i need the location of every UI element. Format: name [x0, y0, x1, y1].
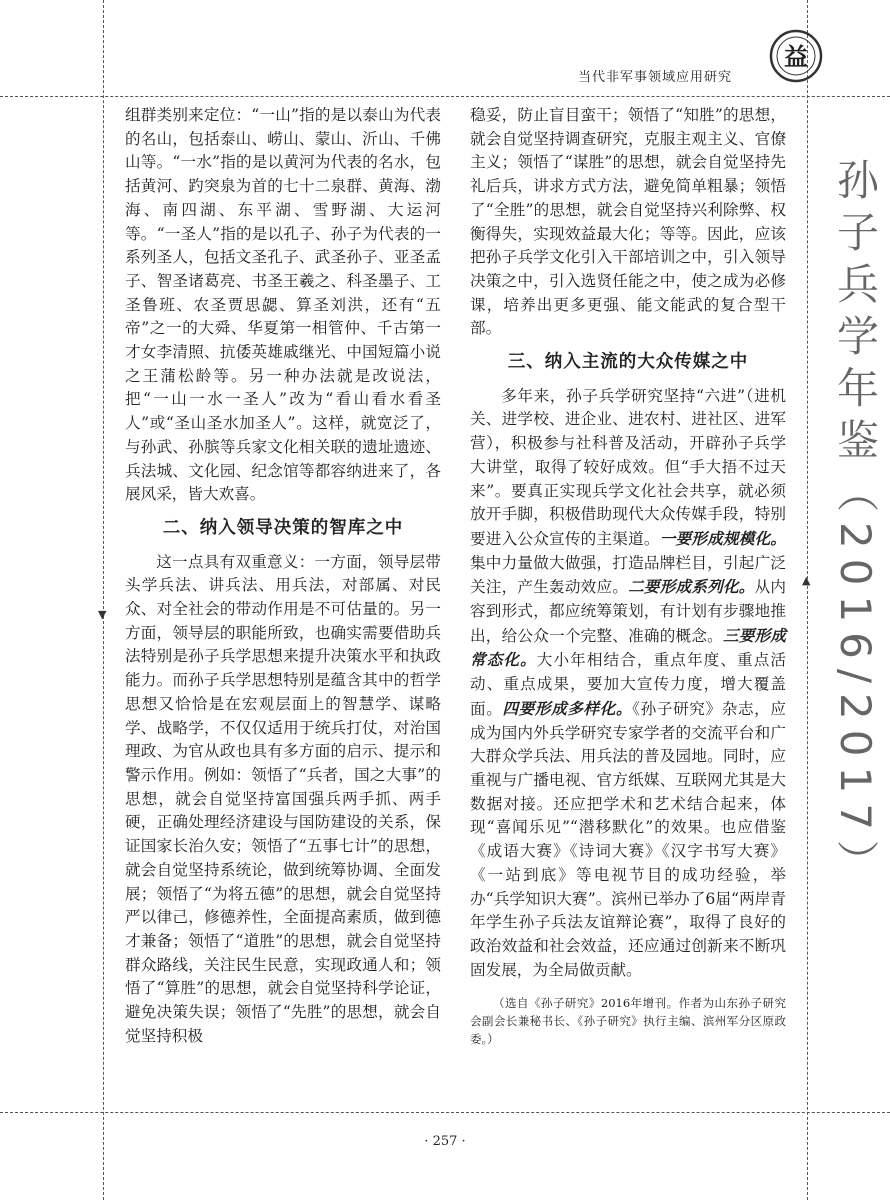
text-run: 《孙子研究》杂志，应成为国内外兵学研究专家学者的交流平台和广大群众学兵法、用兵法的普及园地。同时，应重视与广播电视、官方纸媒、互联网尤其是大数据对接。还应把学术和艺术结合起来，体现“喜闻乐见”“潜移默化”的效果。也应借鉴《成语大赛》《诗词大赛》《汉字书写大赛》《一站到底》等电视节目的成功经验，举办“兵学知识大赛”。滨州已举办了6届“两岸青年学生孙子兵法友谊辩论赛”，取得了良好的政治效益和社会效益，还应通过创新来不断巩固发展，为全局做贡献。	[470, 699, 786, 979]
running-header: 当代非军事领域应用研究	[577, 70, 732, 85]
left-column	[125, 104, 441, 1048]
page-number: · 257 ·	[424, 1134, 466, 1149]
logo-glyph: 益	[784, 43, 808, 71]
paragraph: 这一点具有双重意义：一方面，领导层带头学兵法、讲兵法、用兵法，对部属、对民众、对全社会的带动作用是不可估量的。另一方面，领导层的职能所致，也确实需要借助兵法特别是孙子兵学思想来提升决策水平和执政能力。而孙子兵学思想特别是蕴含其中的哲学思想又恰恰是在宏观层面上的智慧学、谋略学、战略学，不仅仅适用于统兵打仗，对治国理政、为官从政也具有多方面的启示、提示和警示作用。例如：领悟了“兵者，国之大事”的思想，就会自觉坚持富国强兵两手抓、两手硬，正确处理经济建设与国防建设的关系，保证国家长治久安；领悟了“五事七计”的思想，就会自觉坚持系统论，做到统筹协调、全面发展；领悟了“为将五德”的思想，就会自觉坚持严以律己，修德养性，全面提高素质，做到德才兼备；领悟了“道胜”的思想，就会自觉坚持群众路线，关注民生民意，实现政通人和；领悟了“算胜”的思想，就会自觉坚持科学论证，避免决策失误；领悟了“先胜”的思想，就会自觉坚持积极	[125, 552, 441, 1045]
right-column	[470, 104, 786, 1048]
emphasis-point-2: 二要形成系列化。	[628, 577, 755, 597]
source-note: （选自《孙子研究》2016年增刊。作者为山东孙子研究会副会长兼秘书长、《孙子研究》执行主编、滨州军分区原政委。）	[470, 996, 786, 1047]
paragraph: 稳妥，防止盲目蛮干；领悟了“知胜”的思想，就会自觉坚持调查研究，克服主观主义、官僚主义；领悟了“谋胜”的思想，就会自觉坚持先礼后兵，讲求方式方法，避免简单粗暴；领悟了“全胜”的思想，就会自觉坚持兴利除弊、权衡得失，实现效益最大化；等等。因此，应该把孙子兵学文化引入干部培训之中，引入领导决策之中，引入选贤任能之中，使之成为必修课，培养出更多更强、能文能武的复合型干部。	[470, 106, 786, 338]
right-margin-line	[807, 0, 808, 1200]
text-run: 多年来，孙子兵学研究坚持“六进”（进机关、进学校、进企业、进农村、进社区、进军营），积极参与社科普及活动，开辟孙子兵学大讲堂，取得了较好成效。但“手大捂不过天来”。要真正实现兵学文化社会共享，就必须放开手脚，积极借助现代大众传媒手段，特别要进入公众宣传的主渠道。	[470, 386, 786, 548]
paragraph	[470, 385, 786, 983]
bottom-divider-line	[0, 1112, 890, 1113]
paragraph: 组群类别来定位：“一山”指的是以泰山为代表的名山，包括泰山、崂山、蒙山、沂山、千佛山等。“一水”指的是以黄河为代表的名水，包括黄河、趵突泉为首的七十二泉群、黄海、渤海、南四湖、东平湖、雪野湖、大运河等。“一圣人”指的是以孔子、孙子为代表的一系列圣人，包括文圣孔子、武圣孙子、亚圣孟子、智圣诸葛亮、书圣王羲之、科圣墨子、工圣鲁班、农圣贾思勰、算圣刘洪，还有“五帝”之一的大舜、华夏第一相管仲、千古第一才女李清照、抗倭英雄戚继光、中国短篇小说之王蒲松龄等。另一种办法就是改说法，把“一山一水一圣人”改为“看山看水看圣人”或“圣山圣水加圣人”。这样，就宽泛了，与孙武、孙膑等兵家文化相关联的遗址遗迹、兵法城、文化园、纪念馆等都容纳进来了，各展风采，皆大欢喜。	[125, 106, 441, 504]
emphasis-point-4: 四要形成多样化。	[502, 698, 633, 718]
side-book-title: 孙子兵学年鉴（2016/2017）	[831, 158, 880, 892]
up-arrow-icon: ▲	[802, 574, 811, 587]
text-run: 集中力量做大做强，打造品牌栏目，引起广泛关注，产生轰动效应。	[470, 553, 786, 597]
section-heading-3: 三、纳入主流的大众传媒之中	[507, 352, 749, 373]
left-margin-line	[103, 0, 104, 1200]
emphasis-point-1: 一要形成规模化。	[659, 528, 786, 548]
section-heading-2: 二、纳入领导决策的智库之中	[162, 517, 404, 538]
down-arrow-icon: ▼	[98, 608, 107, 621]
text-run: 从内容到形式，都应统筹策划，有计划有步骤地推出，给公众一个完整、准确的概念。	[470, 578, 786, 645]
text-run: 大小年相结合，重点年度、重点活动、重点成果，要加大宣传力度，增大覆盖面。	[470, 651, 786, 718]
yearbook-logo-icon	[768, 28, 824, 84]
top-divider-line	[0, 96, 890, 97]
emphasis-point-3: 三要形成常态化。	[470, 625, 786, 670]
